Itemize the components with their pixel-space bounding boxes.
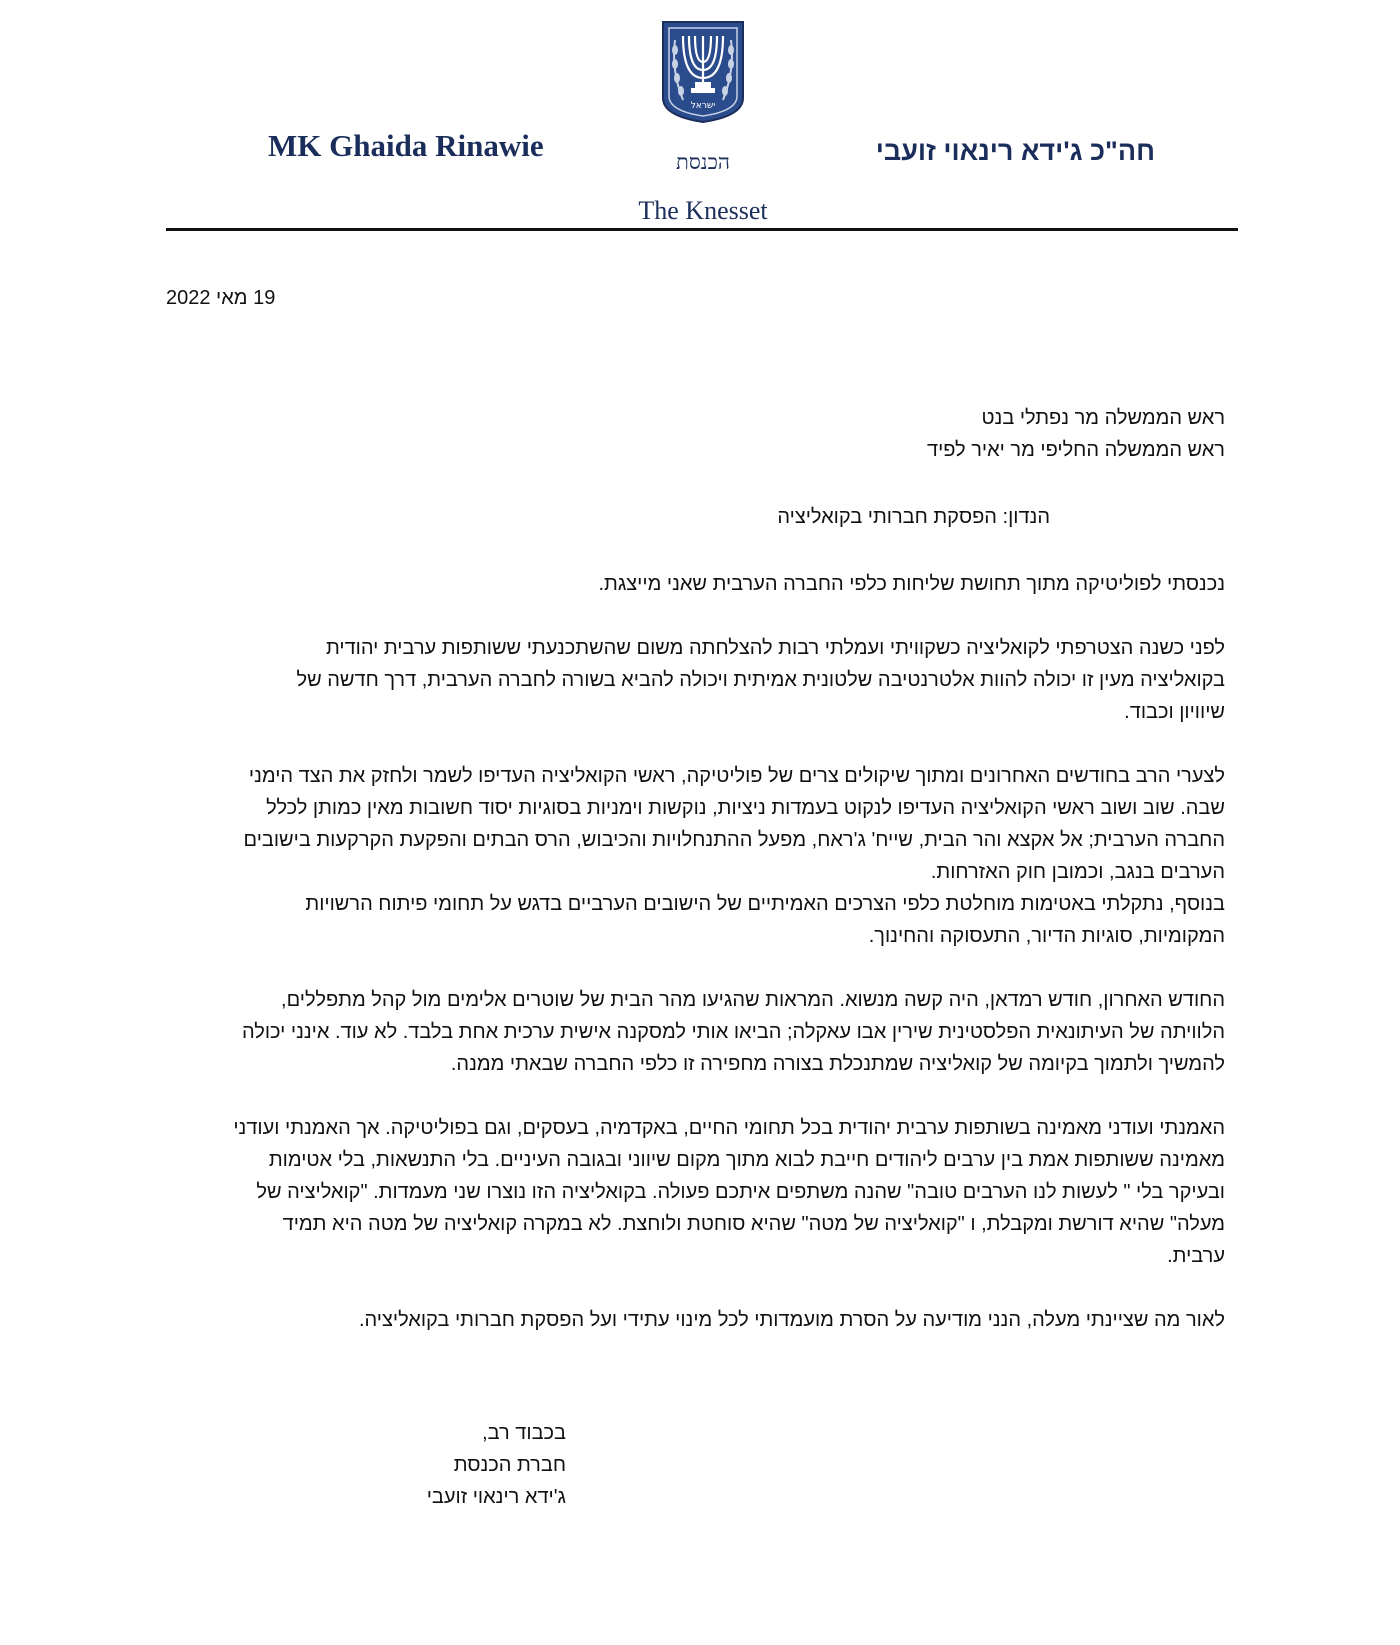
body-paragraph xyxy=(165,760,1225,952)
body-paragraph xyxy=(165,984,1225,1080)
body-line: האמנתי ועודני מאמינה בשותפות ערבית יהודית בכל תחומי החיים, באקדמיה, בעסקים, וגם בפוליטיקה. אך האמנתי ועודני xyxy=(233,1117,1225,1139)
signoff-greeting: בכבוד רב, xyxy=(482,1422,566,1444)
body-paragraph xyxy=(165,568,1225,600)
recipients-block xyxy=(525,402,1225,466)
body-line: החודש האחרון, חודש רמדאן, היה קשה מנשוא. המראות שהגיעו מהר הבית של שוטרים אלימים מול קהל מתפללים, xyxy=(281,989,1225,1011)
body-line: ובעיקר בלי " לעשות לנו הערבים טובה" שהנה משתפים איתכם פעולה. בקואליציה הזו נוצרו שני מעמדות. "קואליציה של xyxy=(256,1181,1225,1203)
body-paragraph xyxy=(165,1304,1225,1336)
body-line: החברה הערבית; אל אקצא והר הבית, שייח' ג'ראח, מפעל ההתנחלויות והכיבוש, הרס הבתים והפקעת הקרקעות בישובים xyxy=(243,829,1225,851)
mk-name-hebrew: חה"כ ג'ידא רינאוי זועבי xyxy=(875,136,1155,166)
body-line: המקומיות, סוגיות הדיור, התעסוקה והחינוך. xyxy=(868,925,1225,947)
body-line: ערבית. xyxy=(1167,1245,1225,1267)
letter-date: 19 מאי 2022 xyxy=(166,287,276,309)
body-line: להמשיך ולתמוך בקיומה של קואליציה שמתנכלת בצורה מחפירה זו כלפי החברה שבאתי ממנה. xyxy=(450,1053,1225,1075)
body-line: שבה. שוב ושוב ראשי הקואליציה העדיפו לנקוט בעמדות ניציות, נוקשות וימניות בסוגיות יסוד חשובות מאין כמותן לכלל xyxy=(266,797,1225,819)
body-line: לאור מה שציינתי מעלה, הנני מודיעה על הסרת מועמדותי לכל מינוי עתידי ועל הפסקת חברותי בקואליציה. xyxy=(358,1309,1225,1331)
body-line: בנוסף, נתקלתי באטימות מוחלטת כלפי הצרכים האמיתיים של הישובים הערביים בדגש על תחומי פיתוח הרשויות xyxy=(305,893,1225,915)
recipient-line: ראש הממשלה החליפי מר יאיר לפיד xyxy=(926,439,1225,461)
body-line: שיוויון וכבוד. xyxy=(1124,701,1225,723)
body-line: הלוויתה של העיתונאית הפלסטינית שירין אבו עאקלה; הביאו אותי למסקנה אישית ערכית אחת בלבד. לא עוד. אינני יכולה xyxy=(241,1021,1225,1043)
recipient-line: ראש הממשלה מר נפתלי בנט xyxy=(981,407,1225,429)
body-line: בקואליציה מעין זו יכולה להוות אלטרנטיבה שלטונית אמיתית ויכולה להביא בשורה לחברה הערבית, דרך חדשה של xyxy=(296,669,1225,691)
knesset-title-hebrew: הכנסת xyxy=(676,150,730,174)
body-paragraph xyxy=(165,632,1225,728)
body-line: לפני כשנה הצטרפתי לקואליציה כשקוויתי ועמלתי רבות להצלחתה משום שהשתכנעתי ששותפות ערבית יהודית xyxy=(325,637,1225,659)
signoff-title: חברת הכנסת xyxy=(453,1454,566,1476)
body-line: הערבים בנגב, וכמובן חוק האזרחות. xyxy=(930,861,1225,883)
body-line: לצערי הרב בחודשים האחרונים ומתוך שיקולים צרים של פוליטיקה, ראשי הקואליציה העדיפו לשמר ולחזק את הצד הימני xyxy=(248,765,1225,787)
letter-subject: הנדון: הפסקת חברותי בקואליציה xyxy=(777,506,1050,528)
mk-name-english: MK Ghaida Rinawie xyxy=(268,128,544,163)
emblem-text: ישראל xyxy=(690,101,716,111)
letter-body xyxy=(165,568,1225,1368)
signoff-name: ג'ידא רינאוי זועבי xyxy=(426,1486,566,1508)
knesset-emblem xyxy=(661,20,745,124)
body-line: מעלה" שהיא דורשת ומקבלת, ו "קואליציה של מטה" שהיא סוחטת ולוחצת. לא במקרה קואליציה של מטה היא תמיד xyxy=(282,1213,1225,1235)
signoff-block xyxy=(166,1417,566,1513)
body-line: נכנסתי לפוליטיקה מתוך תחושת שליחות כלפי החברה הערבית שאני מייצגת. xyxy=(598,573,1225,595)
header-divider xyxy=(166,228,1238,231)
knesset-title-english: The Knesset xyxy=(638,196,768,225)
body-line: מאמינה ששותפות אמת בין ערבים ליהודים חייבת לבוא מתוך מקום שיווני ובגובה העיניים. בלי התנשאות, בלי אטימות xyxy=(268,1149,1225,1171)
body-paragraph xyxy=(165,1112,1225,1272)
israel-emblem-menorah-icon xyxy=(661,20,745,124)
